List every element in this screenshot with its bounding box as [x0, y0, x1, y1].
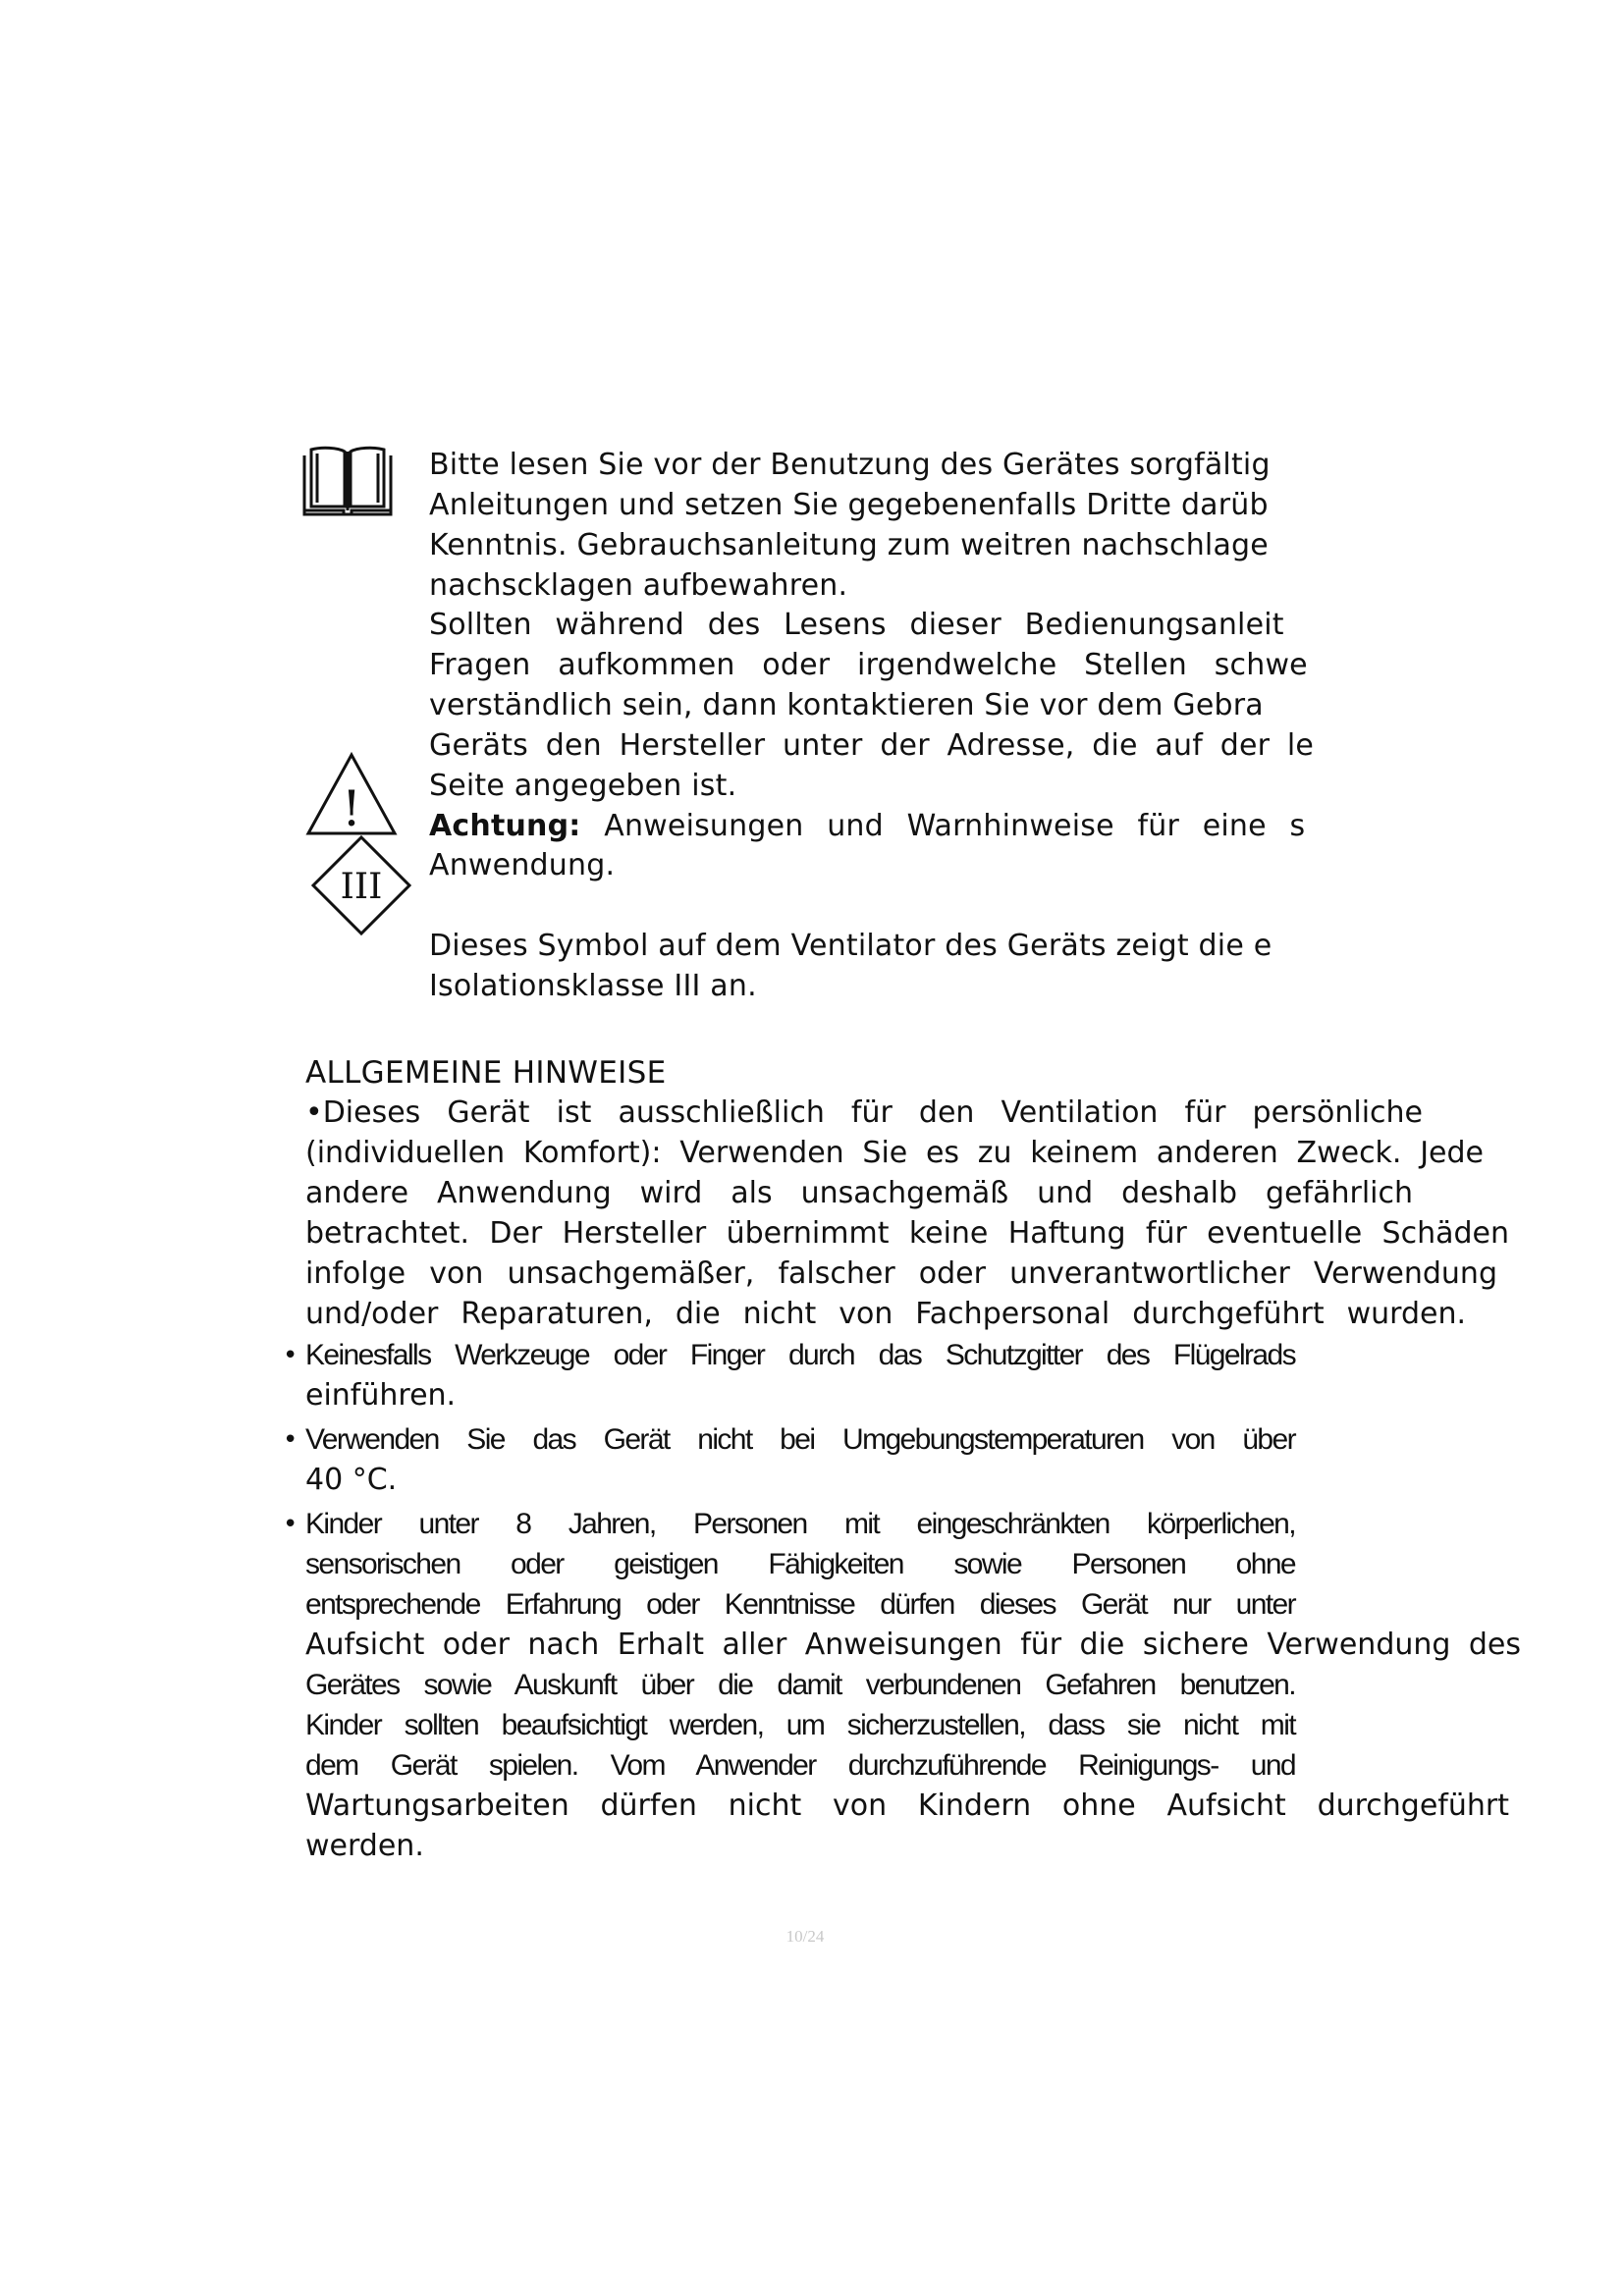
p1-line-4: betrachtet. Der Hersteller übernimmt keine Haftung für eventuelle Schäden — [305, 1216, 1509, 1251]
intro-line-4: nachscklagen aufbewahren. — [429, 568, 848, 603]
warning-triangle-icon — [304, 751, 399, 837]
bullet-3-line-8: Wartungsarbeiten dürfen nicht von Kindern ohne Aufsicht durchgeführt — [305, 1789, 1509, 1823]
bullet-3-line-9: werden. — [305, 1829, 424, 1863]
p1-line-2: (individuellen Komfort): Verwenden Sie es zu keinem anderen Zweck. Jede — [305, 1136, 1484, 1170]
intro-line-1: Bitte lesen Sie vor der Benutzung des Gerätes sorgfältig — [429, 448, 1271, 482]
bullet-2-line-1: Verwenden Sie das Gerät nicht bei Umgebungstemperaturen von über — [305, 1423, 1295, 1456]
intro-line-11: Anwendung. — [429, 848, 616, 882]
bullet-1-symbol: • — [283, 1341, 298, 1370]
bullet-3-line-2: sensorischen oder geistigen Fähigkeiten sowie Personen ohne — [305, 1548, 1295, 1580]
bullet-3-line-7: dem Gerät spielen. Vom Anwender durchzuführende Reinigungs- und — [305, 1749, 1295, 1782]
bullet-3-line-3: entsprechende Erfahrung oder Kenntnisse dürfen dieses Gerät nur unter — [305, 1588, 1295, 1621]
bullet-3-symbol: • — [283, 1510, 298, 1539]
bullet-1-line-1: Keinesfalls Werkzeuge oder Finger durch das Schutzgitter des Flügelrads — [305, 1339, 1295, 1371]
intro-line-6: Fragen aufkommen oder irgendwelche Stellen schwe — [429, 648, 1308, 682]
p1-line-3: andere Anwendung wird als unsachgemäß und deshalb gefährlich — [305, 1176, 1413, 1210]
intro-line-13: Isolationsklasse III an. — [429, 969, 757, 1003]
bullet-3-line-1: Kinder unter 8 Jahren, Personen mit eingeschränkten körperlichen, — [305, 1508, 1295, 1540]
bullet-1-line-2: einführen. — [305, 1378, 457, 1413]
bullet-2-line-2: 40 °C. — [305, 1463, 398, 1497]
bullet-3-line-4: Aufsicht oder nach Erhalt aller Anweisungen für die sichere Verwendung des — [305, 1628, 1521, 1662]
intro-line-9: Seite angegeben ist. — [429, 769, 737, 803]
intro-line-12: Dieses Symbol auf dem Ventilator des Geräts zeigt die e — [429, 929, 1272, 963]
intro-line-8: Geräts den Hersteller unter der Adresse, die auf der le — [429, 728, 1315, 763]
p1-line-5: infolge von unsachgemäßer, falscher oder unverantwortlicher Verwendung — [305, 1256, 1497, 1291]
bullet-3-line-5: Gerätes sowie Auskunft über die damit verbundenen Gefahren benutzen. — [305, 1669, 1295, 1701]
bullet-2-symbol: • — [283, 1425, 298, 1455]
p1-line-6: und/oder Reparaturen, die nicht von Fachpersonal durchgeführt wurden. — [305, 1297, 1466, 1331]
intro-line-3: Kenntnis. Gebrauchsanleitung zum weitren nachschlage — [429, 528, 1269, 562]
p1-line-1: •Dieses Gerät ist ausschließlich für den Ventilation für persönliche — [305, 1095, 1423, 1130]
warning-label: Achtung: — [429, 809, 581, 843]
bullet-3-line-6: Kinder sollten beaufsichtigt werden, um sicherzustellen, dass sie nicht mit — [305, 1709, 1295, 1741]
warning-text: Anweisungen und Warnhinweise für eine s — [580, 809, 1306, 843]
class-iii-diamond-icon — [310, 834, 412, 936]
intro-line-5: Sollten während des Lesens dieser Bedienungsanleit — [429, 608, 1284, 642]
warning-mark: ! — [341, 780, 362, 837]
book-icon — [300, 442, 395, 520]
page-number: 10/24 — [785, 1927, 825, 1946]
intro-line-10 — [429, 807, 1305, 846]
intro-text-block — [429, 432, 1317, 1021]
intro-line-2: Anleitungen und setzen Sie gegebenenfalls Dritte darüb — [429, 488, 1269, 522]
class-iii-mark: III — [340, 867, 383, 907]
intro-line-7: verständlich sein, dann kontaktieren Sie vor dem Gebra — [429, 688, 1264, 722]
section-heading: ALLGEMEINE HINWEISE — [305, 1055, 667, 1091]
